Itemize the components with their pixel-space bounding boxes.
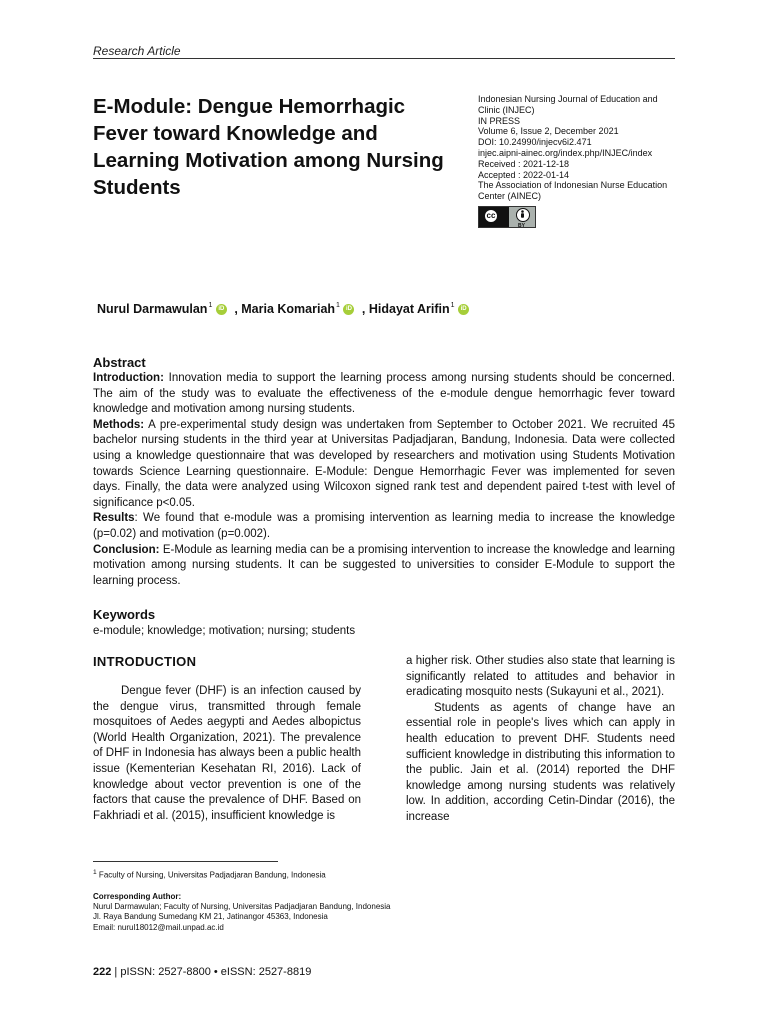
footnote-marker: 1 bbox=[93, 869, 97, 876]
journal-name: Indonesian Nursing Journal of Education and Clinic (INJEC) bbox=[478, 94, 658, 115]
corresponding-address: Jl. Raya Bandung Sumedang KM 21, Jatinangor 45363, Indonesia bbox=[93, 912, 328, 922]
received-date: Received : 2021-12-18 bbox=[478, 158, 570, 169]
issn-text: | pISSN: 2527-8800 • eISSN: 2527-8819 bbox=[111, 966, 312, 978]
page-footer bbox=[93, 966, 311, 978]
corresponding-author-block bbox=[93, 892, 493, 933]
introduction-heading: INTRODUCTION bbox=[93, 654, 197, 669]
conclusion-label: Conclusion: bbox=[93, 543, 160, 556]
keywords-section bbox=[93, 606, 675, 639]
author-name: , Hidayat Arifin bbox=[361, 302, 450, 316]
journal-status: IN PRESS bbox=[478, 115, 521, 126]
by-label: BY bbox=[518, 222, 525, 229]
abstract-section bbox=[93, 355, 675, 589]
publisher-name: The Association of Indonesian Nurse Education Center (AINEC) bbox=[478, 180, 668, 202]
keywords-text: e-module; knowledge; motivation; nursing; students bbox=[93, 625, 356, 637]
abstract-conclusion bbox=[93, 543, 675, 590]
abstract-heading: Abstract bbox=[93, 355, 146, 370]
results-label: Results bbox=[93, 512, 135, 525]
journal-doi[interactable]: DOI: 10.24990/injecv6i2.471 bbox=[478, 137, 592, 148]
author-name: Nurul Darmawulan bbox=[97, 302, 208, 316]
conclusion-text: E-Module as learning media can be a promising intervention to increase the knowledge and learning motivation among nursing students. It can be suggested to universities to consider E-Module to support the learning process. bbox=[93, 543, 675, 587]
author-affiliation-marker: 1 bbox=[208, 302, 213, 309]
introduction-left-column bbox=[93, 654, 361, 824]
orcid-icon[interactable]: iD bbox=[216, 304, 227, 315]
introduction-label: Introduction: bbox=[93, 372, 164, 384]
cc-logo-icon: cc bbox=[483, 208, 499, 224]
abstract-results bbox=[93, 511, 675, 542]
footnote-text: Faculty of Nursing, Universitas Padjadjaran Bandung, Indonesia bbox=[96, 870, 326, 880]
page-number: 222 bbox=[93, 966, 112, 978]
methods-text: A pre-experimental study design was undertaken from September to October 2021. We recruited 45 bachelor nursing students in the third year at Universitas Padjadjaran, Bandung, Indonesia. Data were collected using a knowledge questionnaire that was developed by researchers and motivation using Students Motivation towards Science Learning questionnaire. E-Module: Dengue Hemorrhagic Fever was implemented for seven days. Finally, the data were analyzed using Wilcoxon signed rank test and dependent paired t-test with level of significance p<0.05. bbox=[93, 418, 675, 509]
attribution-person-icon bbox=[516, 208, 530, 222]
article-type-label: Research Article bbox=[93, 44, 181, 58]
orcid-icon[interactable]: iD bbox=[458, 304, 469, 315]
author-affiliation-marker: 1 bbox=[450, 302, 455, 309]
corresponding-email[interactable]: Email: nurul18012@mail.unpad.ac.id bbox=[93, 922, 224, 932]
header-divider bbox=[93, 58, 675, 59]
author-affiliation-marker: 1 bbox=[336, 302, 340, 309]
abstract-methods bbox=[93, 418, 675, 512]
cc-by-license-icon[interactable] bbox=[478, 206, 536, 228]
keywords-heading: Keywords bbox=[93, 607, 156, 622]
accepted-date: Accepted : 2022-01-14 bbox=[478, 169, 570, 180]
introduction-right-column bbox=[406, 654, 675, 826]
author-list bbox=[97, 302, 473, 316]
methods-label: Methods: bbox=[93, 418, 145, 431]
paper-title: E-Module: Dengue Hemorrhagic Fever toward Knowledge and Learning Motivation among Nursing Students bbox=[93, 95, 444, 199]
body-paragraph: a higher risk. Other studies also state that learning is significantly related to attitudes and behavior in eradicating mosquito nests (Sukayuni et al., 2021). bbox=[406, 655, 675, 699]
corresponding-label: Corresponding Author: bbox=[93, 892, 182, 901]
journal-volume: Volume 6, Issue 2, December 2021 bbox=[478, 126, 619, 137]
journal-info bbox=[478, 94, 678, 230]
introduction-text: Innovation media to support the learning process among nursing students should be concerned. The aim of the study was to evaluate the effectiveness of the e-module dengue hemorrhagic fever toward knowledge and motivation among nursing students. bbox=[93, 372, 675, 416]
orcid-icon[interactable]: iD bbox=[343, 304, 354, 315]
affiliation-footnote bbox=[93, 868, 326, 881]
journal-url[interactable]: injec.aipni-ainec.org/index.php/INJEC/index bbox=[478, 147, 653, 158]
footnote-divider bbox=[93, 861, 278, 862]
results-text: : We found that e-module was a promising intervention as learning media to increase the knowledge (p=0.02) and motivation (p=0.002). bbox=[93, 512, 675, 540]
body-paragraph: Dengue fever (DHF) is an infection caused by the dengue virus, transmitted through female mosquitoes of Aedes aegypti and Aedes albopictus (World Health Organization, 2021). The prevalence of DHF in Indonesia has always been a public health issue (Kementerian Kesehatan RI, 2016). Lack of knowledge about vector prevention is one of the factors that cause the prevalence of DHF. Based on Fakhriadi et al. (2015), insufficient knowledge is bbox=[93, 685, 361, 822]
author-name: , Maria Komariah bbox=[234, 302, 336, 316]
body-paragraph: Students as agents of change have an essential role in people's lives which can apply in health education to prevent DHF. Students need sufficient knowledge in distributing this information to the public. Jain et al. (2014) reported the DHF knowledge among nursing students was relatively low. In addition, according Cetin-Dindar (2016), the increase bbox=[406, 701, 675, 823]
abstract-introduction bbox=[93, 371, 675, 418]
corresponding-name: Nurul Darmawulan; Faculty of Nursing, Universitas Padjadjaran Bandung, Indonesia bbox=[93, 902, 391, 912]
